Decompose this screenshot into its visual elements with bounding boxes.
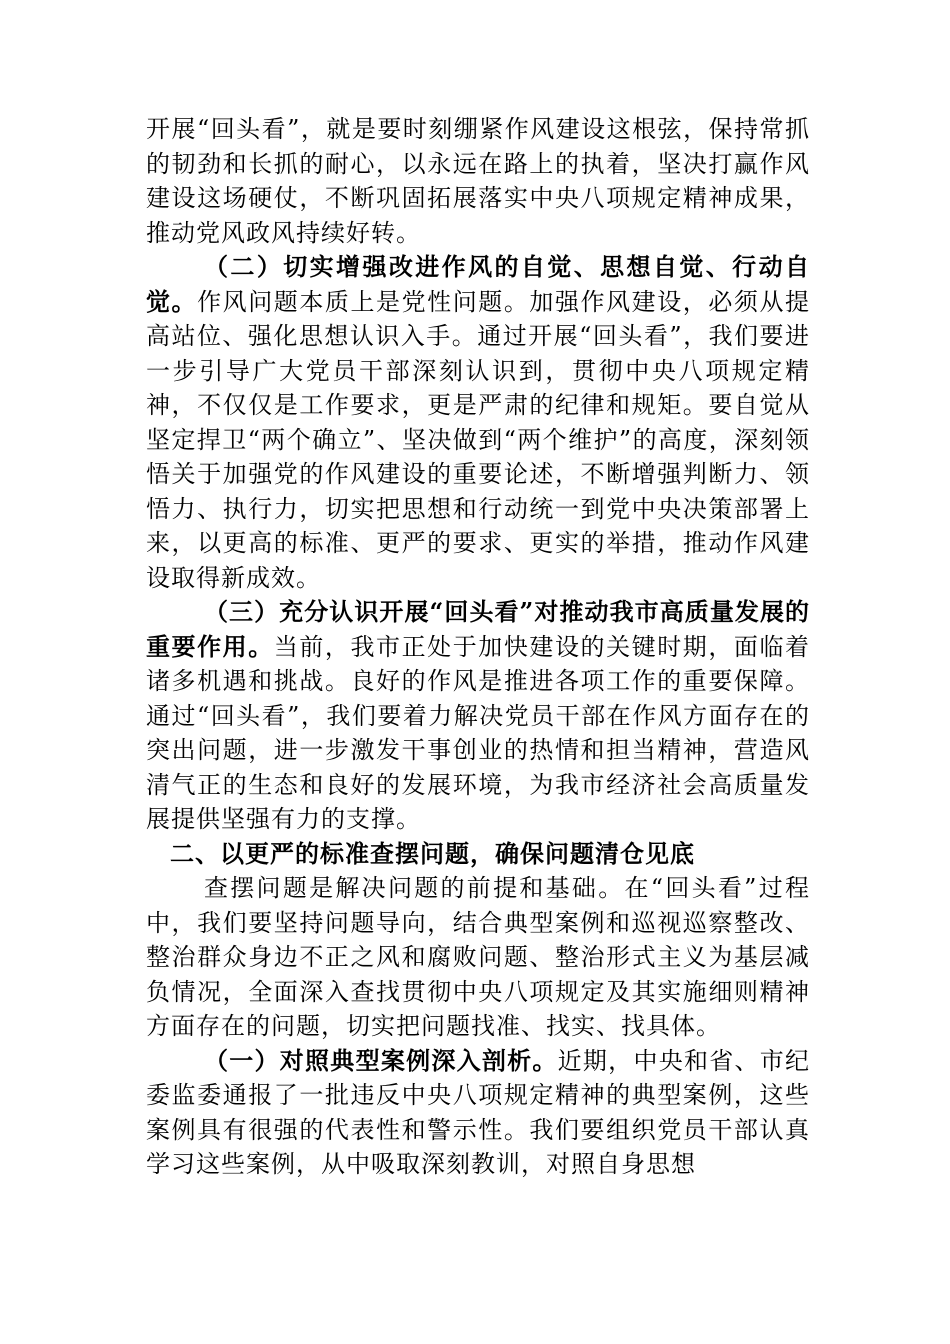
paragraph-section-2-intro [146, 871, 810, 1044]
paragraph-text: 查摆问题是解决问题的前提和基础。在“回头看”过程中，我们要坚持问题导向，结合典型案例和巡视巡察整改、整治群众身边不正之风和腐败问题、整治形式主义为基层减负情况，全面深入查找贯彻中央八项规定及其实施细则精神方面存在的问题，切实把问题找准、找实、找具体。 [146, 874, 810, 1040]
paragraph-text: 近期，中央和省、市纪委监委通报了一批违反中央八项规定精神的典型案例，这些案例具有很强的代表性和警示性。我们要组织党员干部认真学习这些案例，从中吸取深刻教训，对照自身思想 [146, 1046, 811, 1178]
paragraph-section-1-2 [146, 250, 810, 595]
paragraph-text: 当前，我市正处于加快建设的关键时期，面临着诸多机遇和挑战。良好的作风是推进各项工作的重要保障。通过“回头看”，我们要着力解决党员干部在作风方面存在的突出问题，进一步激发干事创业的热情和担当精神，营造风清气正的生态和良好的发展环境，为我市经济社会高质量发展提供坚强有力的支撑。 [146, 632, 811, 833]
paragraph-text: 开展“回头看”，就是要时刻绷紧作风建设这根弦，保持常抓的韧劲和长抓的耐心，以永远在路上的执着，坚决打赢作风建设这场硬仗，不断巩固拓展落实中央八项规定精神成果，推动党风政风持续好转。 [146, 115, 810, 247]
subheading: （二）切实增强改进作风的自觉、思想自觉、行动自觉。 [146, 252, 810, 316]
paragraph-continuation [146, 112, 810, 250]
subheading: （三）充分认识开展“回头看”对推动我市高质量发展的重要作用。 [146, 597, 810, 661]
paragraph-section-2-1 [146, 1044, 810, 1182]
document-page [146, 112, 810, 1182]
subheading: （一）对照典型案例深入剖析。 [204, 1045, 558, 1075]
paragraph-section-1-3 [146, 595, 810, 837]
paragraph-text: 作风问题本质上是党性问题。加强作风建设，必须从提高站位、强化思想认识入手。通过开展“回头看”，我们要进一步引导广大党员干部深刻认识到，贯彻中央八项规定精神，不仅仅是工作要求，更是严肃的纪律和规矩。要自觉从坚定捍卫“两个确立”、坚决做到“两个维护”的高度，深刻领悟关于加强党的作风建设的重要论述，不断增强判断力、领悟力、执行力，切实把思想和行动统一到党中央决策部署上来，以更高的标准、更严的要求、更实的举措，推动作风建设取得新成效。 [146, 287, 811, 592]
section-heading-2: 二、以更严的标准查摆问题，确保问题清仓见底 [170, 838, 695, 868]
